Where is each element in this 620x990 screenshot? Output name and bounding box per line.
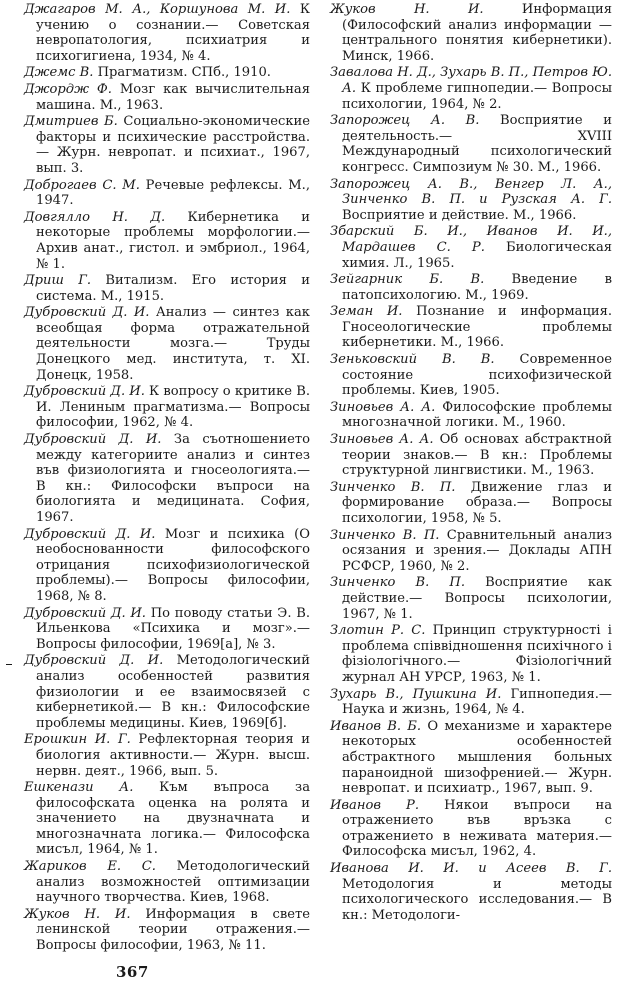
bibliography-entry [24,384,310,431]
entry-author: Дубровский Д. И. [24,384,145,400]
entry-text: К учению о сознании.— Советская невропатология, психиатрия и психогигиена, 1934, № 4. [36,2,310,64]
entry-text: Биологическая химия. Л., 1965. [342,239,613,271]
entry-text: Введение в патопсихологию. М., 1969. [342,272,612,303]
entry-author: Довгялло Н. Д. [24,209,166,225]
bibliography-entry [330,304,612,351]
entry-author: Запорожец А. В., Венгер Л. А., Зинченко В. П. и Рузская А. Г. [330,176,612,208]
entry-text: Речевые рефлексы. М., 1947. [36,177,310,209]
bibliography-entry [330,113,612,175]
entry-author: Ешкенази А. [24,780,134,796]
bibliography-entry [330,861,612,923]
entry-text: Принцип структурності і проблема співвідношення психічного і фізіологічного.— Фізіологічний журнал АН УРСР, 1963, № 1. [342,623,612,685]
entry-text: Восприятие и действие. М., 1966. [342,207,577,223]
entry-author: Зиновьев А. А. [330,399,436,415]
bibliography-column-right [330,2,612,924]
bibliography-entry [330,798,612,860]
margin-mark [6,664,12,665]
entry-author: Дубровский Д. И. [24,526,156,542]
entry-author: Зинченко В. П. [330,575,465,591]
entry-author: Збарский Б. И., Иванов И. И., Мардашев С. Р. [330,224,612,255]
bibliography-entry [24,732,310,779]
entry-text: По поводу статьи Э. В. Ильенкова «Психика и мозг».— Вопросы философии, 1969[а], № 3. [36,605,310,652]
bibliography-entry [24,273,310,304]
page-number: 367 [116,963,149,981]
entry-author: Зеньковский В. В. [330,352,495,368]
entry-text: За съотношението между категориите анализ и синтез във физиологията и гносеологията.— В кн.: Философски въпроси на биологията и медицината. София, 1967. [36,432,310,525]
entry-text: Восприятие как действие.— Вопросы психологии, 1967, № 1. [342,575,612,622]
entry-text: Мозг и психика (О необоснованности философского отрицания психофизиологической проблемы).— Вопросы философии, 1968, № 8. [36,526,310,604]
entry-author: Джордж Ф. [24,81,112,97]
entry-text: Методологический анализ возможностей оптимизации научного творчества. Киев, 1968. [36,859,310,906]
entry-text: Кибернетика и некоторые проблемы морфологии.— Архив анат., гистол. и эмбриол., 1964, № 1. [36,209,310,272]
entry-author: Земан И. [330,304,403,320]
entry-author: Дриш Г. [24,273,92,289]
entry-text: Познание и информация. Гносеологические проблемы кибернетики. М., 1966. [342,304,613,351]
bibliography-entry [24,178,310,209]
entry-text: Някои въпроси на отражението във връзка с отражението в неживата материя.— Философска мисъл, 1962, 4. [342,797,613,860]
entry-author: Запорожец А. В. [330,113,480,129]
bibliography-entry [24,432,310,526]
entry-author: Жуков Н. И. [330,2,484,17]
entry-author: Зинченко В. П. [330,527,440,543]
entry-text: Към въпроса за философската оценка на ролята и значението на двузначната и многозначната логика.— Философска мисъл, 1964, № 1. [36,780,310,858]
entry-author: Джемс В. [24,65,94,81]
entry-author: Доброгаев С. М. [24,177,140,193]
entry-author: Завалова Н. Д., Зухарь В. П., Петров Ю. А. [330,65,612,96]
bibliography-entry [24,780,310,858]
bibliography-entry [24,606,310,653]
bibliography-entry [330,2,612,64]
entry-text: Об основах абстрактной теории знаков.— В кн.: Проблемы структурной лингвистики. М., 1963. [342,432,612,479]
entry-text: Методология и методы психологического исследования.— В кн.: Методологи- [342,876,612,923]
entry-author: Злотин Р. С. [330,623,426,639]
bibliography-entry [330,272,612,303]
entry-author: Иванов В. Б. [330,718,422,734]
entry-text: Современное состояние психофизической проблемы. Киев, 1905. [342,352,612,399]
entry-text: Прагматизм. СПб., 1910. [93,65,271,81]
entry-author: Дубровский Д. И. [24,653,164,669]
bibliography-entry [330,400,612,431]
entry-text: Философские проблемы многозначной логики. М., 1960. [342,399,612,431]
bibliography-entry [330,528,612,575]
bibliography-entry [24,82,310,113]
bibliography-entry [24,527,310,605]
entry-text: Витализм. Его история и система. М., 1915. [36,273,311,304]
entry-author: Ерошкин И. Г. [24,732,131,748]
bibliography-entry [24,305,310,383]
entry-text: Сравнительный анализ осязания и зрения.— Доклады АПН РСФСР, 1960, № 2. [342,527,612,574]
bibliography-entry [330,623,612,685]
entry-author: Дмитриев Б. [24,114,118,130]
entry-text: Методологический анализ особенностей развития физиологии и ее взаимосвязей с кибернетикой.— В кн.: Философские проблемы медицины. Киев, 1969[б]. [36,653,310,731]
bibliography-entry [24,907,310,954]
entry-text: Социально-экономические факторы и психические расстройства.— Журн. невропат. и психиат., 1967, вып. 3. [36,114,310,176]
bibliography-entry [330,719,612,797]
bibliography-entry [24,653,310,731]
bibliography-entry [24,210,310,272]
entry-author: Зейгарник Б. В. [330,272,485,288]
entry-text: Движение глаз и формирование образа.— Вопросы психологии, 1958, № 5. [342,479,612,526]
bibliography-column-left [24,2,310,955]
entry-text: Рефлекторная теория и биология активности.— Журн. высш. нервн. деят., 1966, вып. 5. [36,732,310,779]
bibliography-entry [330,177,612,224]
entry-author: Дубровский Д. И. [24,305,150,321]
bibliography-entry [330,575,612,622]
entry-text: К проблеме гипнопедии.— Вопросы психологии, 1964, № 2. [342,80,612,112]
bibliography-entry [24,859,310,906]
entry-author: Зухарь В., Пушкина И. [330,686,502,702]
entry-author: Зинченко В. П. [330,479,456,495]
entry-text: К вопросу о критике В. И. Лениным прагматизма.— Вопросы философии, 1962, № 4. [36,384,310,431]
entry-author: Дубровский Д. И. [24,432,162,448]
bibliography-entry [330,687,612,718]
entry-author: Дубровский Д. И. [24,605,146,621]
entry-text: Информация (Философский анализ информации — центрального понятия кибернетики). Минск, 1966. [342,2,612,64]
entry-author: Жариков Е. С. [24,859,156,875]
entry-author: Иванов Р. [330,797,420,813]
bibliography-entry [330,480,612,527]
entry-author: Джагаров М. А., Коршунова М. И. [24,2,291,17]
entry-text: Анализ — синтез как всеобщая форма отражательной деятельности мозга.— Труды Донецкого мед. института, т. XI. Донецк, 1958. [36,305,310,383]
bibliography-entry [24,114,310,176]
entry-text: Восприятие и деятельность.— XVIII Международный психологический конгресс. Симпозиум № 30. М., 1966. [342,113,612,175]
entry-author: Иванова И. И. и Асеев В. Г. [330,861,612,877]
bibliography-entry [330,224,612,271]
bibliography-entry [24,65,310,81]
bibliography-entry [330,432,612,479]
entry-text: Информация в свете ленинской теории отражения.— Вопросы философии, 1963, № 11. [36,906,310,954]
bibliography-entry [24,2,310,64]
entry-text: Мозг как вычислительная машина. М., 1963. [36,81,311,113]
bibliography-entry [330,65,612,112]
entry-text: Гипнопедия.— Наука и жизнь, 1964, № 4. [342,686,612,718]
entry-author: Зиновьев А. А. [330,432,434,448]
entry-text: О механизме и характере некоторых особенностей абстрактного мышления больных параноидной шизофренией.— Журн. невропат. и психиатр., 1967, вып. 9. [342,718,612,797]
bibliography-entry [330,352,612,399]
entry-author: Жуков Н. И. [24,906,131,922]
